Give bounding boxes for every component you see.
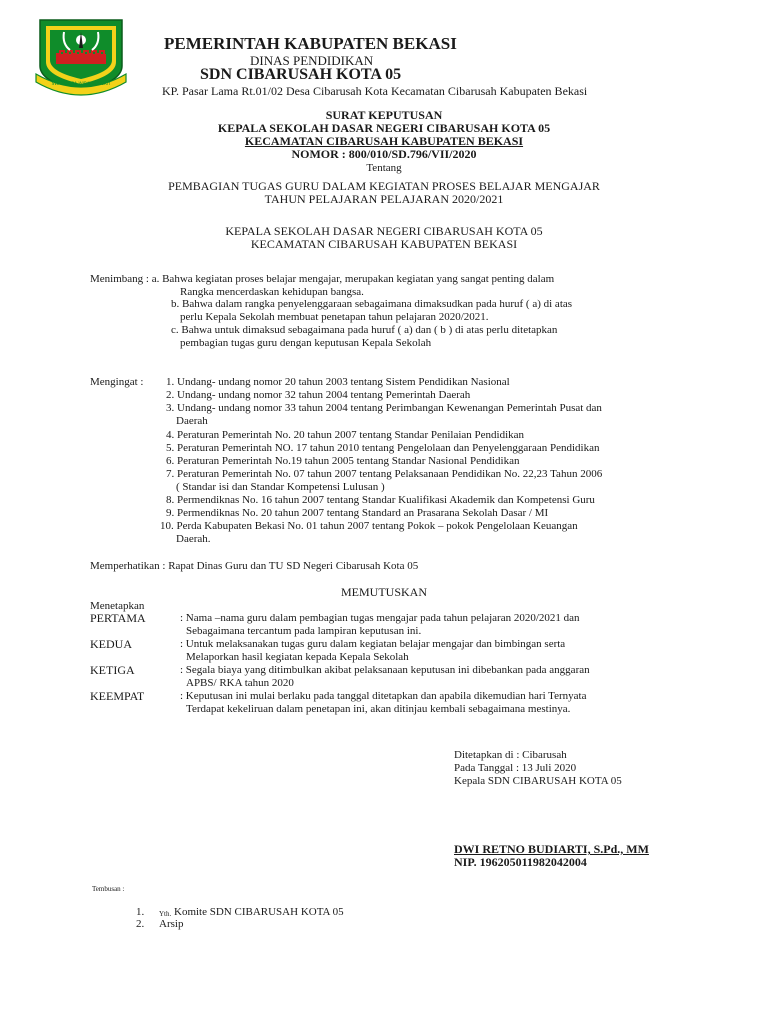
mengingat-item-7: 7. Peraturan Pemerintah No. 07 tahun 2007 tentang Pelaksanaan Pendidikan No. 22,23 Tahun 2006 (166, 468, 603, 480)
mengingat-item-3-cont: Daerah (176, 415, 208, 427)
tembusan-label: Tembusan : (92, 885, 125, 893)
ketiga-text: : Segala biaya yang ditimbulkan akibat pelaksanaan keputusan ini dibebankan pada anggaran (180, 664, 590, 676)
tembusan-number-1: 1. (136, 906, 145, 918)
issuer-line-2: KECAMATAN CIBARUSAH KABUPATEN BEKASI (250, 237, 518, 251)
mengingat-item-4: 4. Peraturan Pemerintah No. 20 tahun 2007 tentang Standar Penilaian Pendidikan (166, 429, 525, 441)
signatory-name: DWI RETNO BUDIARTI, S.Pd., MM (454, 842, 649, 856)
menimbang-a: Menimbang : a. Bahwa kegiatan proses belajar mengajar, merupakan kegiatan yang sangat penting dalam (90, 273, 555, 285)
tembusan-yth: Yth. (159, 910, 172, 918)
letterhead-government: PEMERINTAH KABUPATEN BEKASI (164, 34, 457, 53)
mengingat-item-3: 3. Undang- undang nomor 33 tahun 2004 tentang Perimbangan Kewenangan Pemerintah Pusat dan (166, 402, 602, 414)
pertama-text-cont: Sebagaimana tercantum pada lampiran keputusan ini. (186, 625, 422, 637)
tembusan-item-1: Komite SDN CIBARUSAH KOTA 05 (174, 906, 344, 918)
signature-position: Kepala SDN CIBARUSAH KOTA 05 (454, 775, 622, 787)
keempat-text-cont: Terdapat kekeliruan dalam penetapan ini, akan ditinjau kembali sebagaimana mestinya. (186, 703, 571, 715)
keempat-text: : Keputusan ini mulai berlaku pada tanggal ditetapkan dan apabila dikemudian hari Ternyata (180, 690, 587, 702)
decree-issuer-title: KEPALA SEKOLAH DASAR NEGERI CIBARUSAH KOTA 05 (217, 121, 551, 135)
menimbang-c-cont: pembagian tugas guru dengan keputusan Kepala Sekolah (180, 337, 432, 349)
tembusan-number-2: 2. (136, 918, 145, 930)
signatory-nip: NIP. 196205011982042004 (454, 855, 587, 869)
subject-line-1: PEMBAGIAN TUGAS GURU DALAM KEGIATAN PROSES BELAJAR MENGAJAR (168, 179, 600, 193)
mengingat-label: Mengingat : (90, 376, 144, 388)
mengingat-item-9: 9. Permendiknas No. 20 tahun 2007 tentang Standard an Prasarana Sekolah Dasar / MI (166, 507, 549, 519)
letterhead-school: SDN CIBARUSAH KOTA 05 (200, 66, 402, 83)
letterhead-address: KP. Pasar Lama Rt.01/02 Desa Cibarusah Kota Kecamatan Cibarusah Kabupaten Bekasi (162, 84, 588, 98)
decree-title: SURAT KEPUTUSAN (325, 108, 443, 122)
kedua-label: KEDUA (90, 637, 132, 651)
mengingat-item-5: 5. Peraturan Pemerintah NO. 17 tahun 2010 tentang Pengelolaan dan Penyelenggaraan Pendidikan (166, 442, 600, 454)
letterhead-department: DINAS PENDIDIKAN (250, 53, 374, 68)
memutuskan-heading: MEMUTUSKAN (340, 585, 427, 599)
decree-tentang: Tentang (366, 162, 402, 174)
pertama-text: : Nama –nama guru dalam pembagian tugas mengajar pada tahun pelajaran 2020/2021 dan (180, 612, 580, 624)
pertama-label: PERTAMA (90, 611, 146, 625)
subject-line-2: TAHUN PELAJARAN PELAJARAN 2020/2021 (264, 192, 504, 206)
mengingat-item-8: 8. Permendiknas No. 16 tahun 2007 tentang Standar Kualifikasi Akademik dan Kompetensi Guru (166, 494, 595, 506)
tembusan-item-2: Arsip (159, 918, 184, 930)
signature-date: Pada Tanggal : 13 Juli 2020 (454, 762, 577, 774)
kedua-text-cont: Melaporkan hasil kegiatan kepada Kepala Sekolah (186, 651, 409, 663)
mengingat-item-10-cont: Daerah. (176, 533, 211, 545)
ketiga-text-cont: APBS/ RKA tahun 2020 (186, 677, 294, 689)
mengingat-item-1: 1. Undang- undang nomor 20 tahun 2003 tentang Sistem Pendidikan Nasional (166, 376, 510, 388)
menimbang-b-cont: perlu Kepala Sekolah membuat penetapan tahun pelajaran 2020/2021. (180, 311, 489, 323)
decree-number: NOMOR : 800/010/SD.796/VII/2020 (291, 147, 477, 161)
menimbang-a-cont: Rangka mencerdaskan kehidupan bangsa. (180, 286, 364, 298)
mengingat-item-6: 6. Peraturan Pemerintah No.19 tahun 2005 tentang Standar Nasional Pendidikan (166, 455, 520, 467)
menimbang-b: b. Bahwa dalam rangka penyelenggaraan sebagaimana dimaksudkan pada huruf ( a) di atas (171, 298, 573, 310)
memperhatikan: Memperhatikan : Rapat Dinas Guru dan TU SD Negeri Cibarusah Kota 05 (90, 560, 419, 572)
kedua-text: : Untuk melaksanakan tugas guru dalam kegiatan belajar mengajar dan bimbingan serta (180, 638, 566, 650)
mengingat-item-2: 2. Undang- undang nomor 32 tahun 2004 tentang Pemerintah Daerah (166, 389, 471, 401)
mengingat-item-7-cont: ( Standar isi dan Standar Kompetensi Lulusan ) (176, 481, 385, 493)
ketiga-label: KETIGA (90, 663, 135, 677)
kabupaten-bekasi-emblem-icon (34, 18, 128, 98)
mengingat-item-10: 10. Perda Kabupaten Bekasi No. 01 tahun 2007 tentang Pokok – pokok Pengelolaan Keuangan (160, 520, 578, 532)
menetapkan-label: Menetapkan (90, 600, 145, 612)
decree-district-title: KECAMATAN CIBARUSAH KABUPATEN BEKASI (244, 134, 524, 148)
signature-place: Ditetapkan di : Cibarusah (454, 749, 567, 761)
keempat-label: KEEMPAT (90, 689, 145, 703)
issuer-line-1: KEPALA SEKOLAH DASAR NEGERI CIBARUSAH KOTA 05 (225, 224, 543, 238)
menimbang-c: c. Bahwa untuk dimaksud sebagaimana pada huruf ( a) dan ( b ) di atas perlu ditetapkan (171, 324, 558, 336)
logo-ribbon-text: SWATANTRA WIBAWA MUKTI (51, 81, 111, 86)
